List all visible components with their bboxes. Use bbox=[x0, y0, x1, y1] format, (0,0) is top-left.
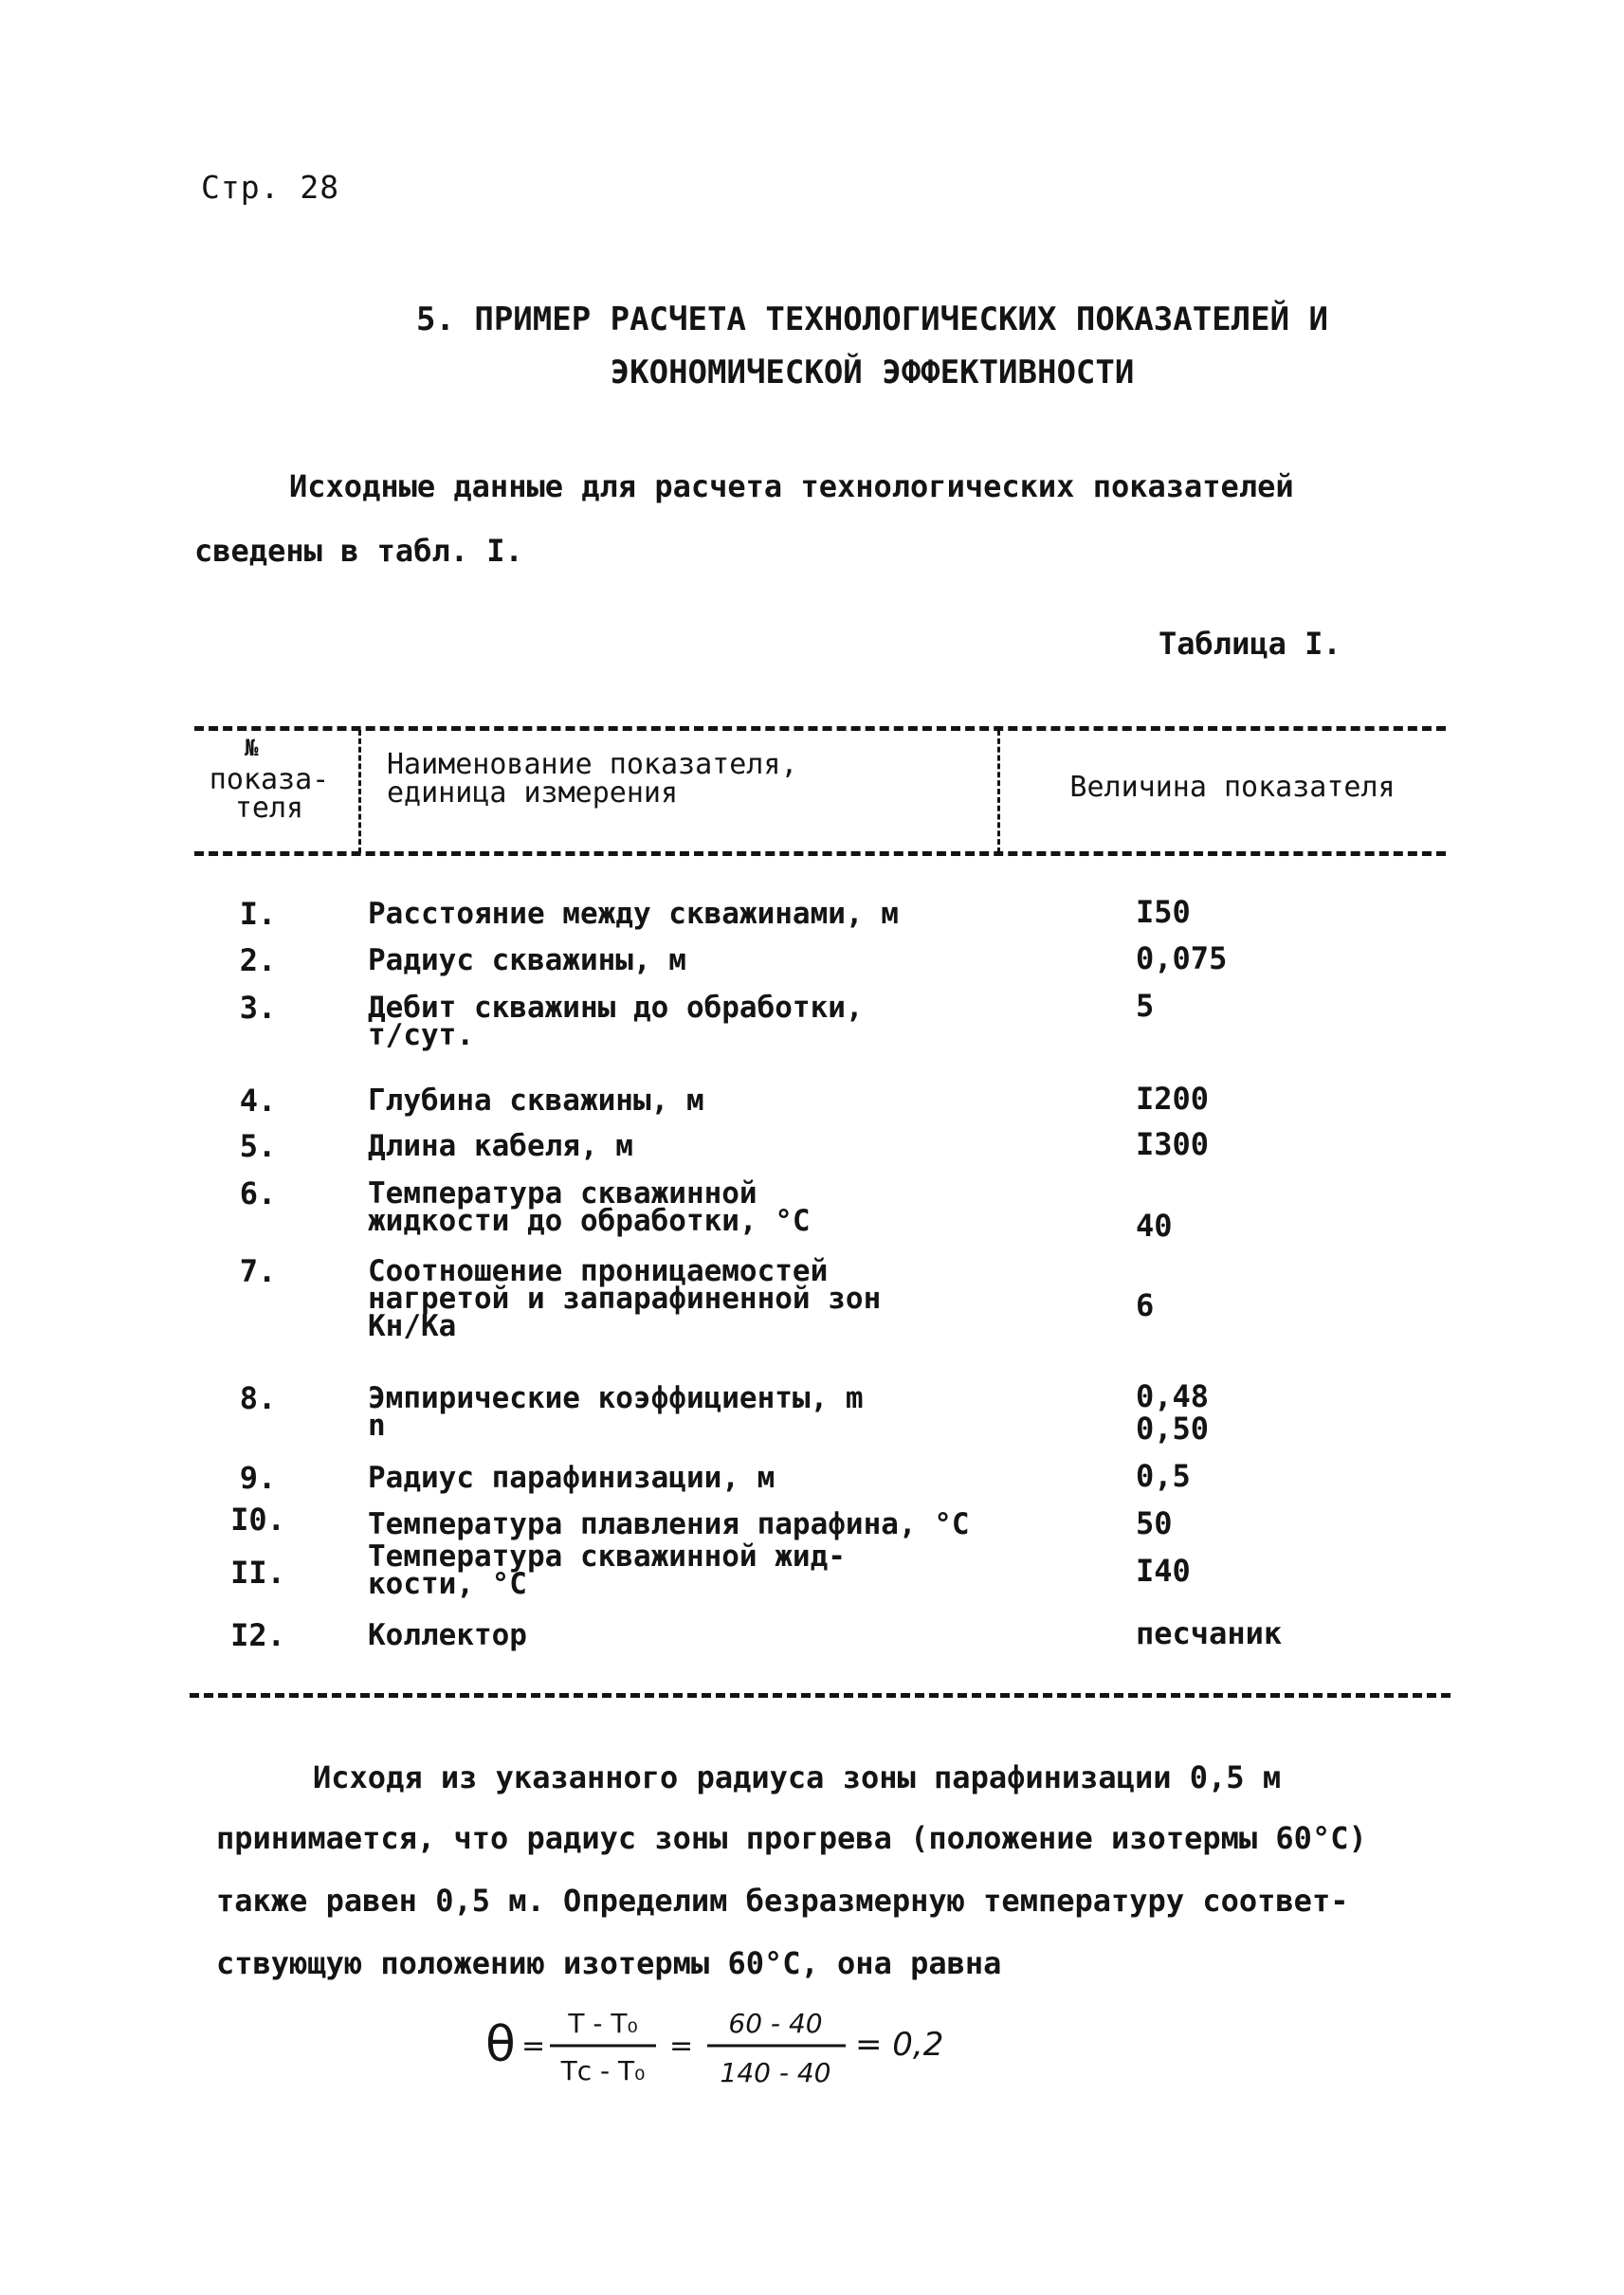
table-header-divider-1 bbox=[358, 730, 361, 853]
table-row-name: Соотношение проницаемостей нагретой и запарафиненной зон Kн/Kа bbox=[368, 1254, 882, 1343]
table-row-value: песчаник bbox=[1136, 1615, 1283, 1651]
table-row-number: 8. bbox=[239, 1380, 277, 1416]
intro-text-line-2: сведены в табл. I. bbox=[194, 533, 523, 569]
dimensionless-temperature-formula bbox=[482, 1998, 1013, 2093]
formula-theta: θ bbox=[485, 2016, 516, 2073]
formula-equals-2: = bbox=[669, 2030, 694, 2063]
table-row-name: Температура плавления парафина, °С bbox=[368, 1507, 970, 1541]
intro-text-line-1: Исходные данные для расчета технологических показателей bbox=[289, 468, 1294, 504]
table-top-rule bbox=[194, 726, 1446, 731]
body-text-line-1: Исходя из указанного радиуса зоны парафинизации 0,5 м bbox=[313, 1759, 1282, 1795]
table-row-name: Длина кабеля, м bbox=[368, 1129, 633, 1163]
table-row-value: 50 bbox=[1136, 1505, 1173, 1541]
table-row-name: Эмпирические коэффициенты, m n bbox=[368, 1381, 864, 1443]
table-row-number: 4. bbox=[239, 1083, 277, 1119]
table-row-number: 3. bbox=[239, 990, 277, 1026]
table-row-value: 40 bbox=[1136, 1208, 1173, 1244]
table-row-number: I0. bbox=[230, 1502, 285, 1538]
section-title-line-1: 5. ПРИМЕР РАСЧЕТА ТЕХНОЛОГИЧЕСКИХ ПОКАЗАТЕЛЕЙ И bbox=[415, 301, 1329, 338]
table-row-value: I40 bbox=[1136, 1553, 1191, 1589]
table-row-value: 5 bbox=[1136, 988, 1155, 1024]
table-row-number: 6. bbox=[239, 1175, 277, 1211]
body-text-line-4: ствующую положению изотермы 60°С, она равна bbox=[216, 1945, 1002, 1981]
header-number: показа- теля bbox=[209, 763, 330, 825]
header-number-sign: № bbox=[245, 735, 259, 761]
section-title-line-2: ЭКОНОМИЧЕСКОЙ ЭФФЕКТИВНОСТИ bbox=[610, 354, 1135, 392]
header-value: Величина показателя bbox=[1069, 771, 1396, 804]
table-row-name: Дебит скважины до обработки, т/сут. bbox=[368, 991, 864, 1052]
table-row-name: Расстояние между скважинами, м bbox=[368, 897, 899, 931]
table-row-value: I300 bbox=[1136, 1126, 1210, 1162]
formula-fraction-1-denominator: Tс - T₀ bbox=[560, 2055, 646, 2086]
table-row-number: I2. bbox=[230, 1617, 285, 1653]
page-number: Стр. 28 bbox=[201, 169, 340, 206]
header-name: Наименование показателя, единица измерения bbox=[387, 748, 798, 810]
table-header-bottom-rule bbox=[194, 851, 1446, 856]
table-row-value: 0,5 bbox=[1136, 1458, 1191, 1494]
table-row-number: 2. bbox=[239, 942, 277, 978]
body-text-line-3: также равен 0,5 м. Определим безразмерную температуру соответ- bbox=[216, 1883, 1349, 1919]
table-row-number: I. bbox=[239, 896, 277, 932]
formula-fraction-2-numerator: 60 - 40 bbox=[728, 2008, 823, 2039]
table-row-name: Радиус парафинизации, м bbox=[368, 1461, 776, 1495]
table-row-name: Температура скважинной жид- кости, °С bbox=[368, 1539, 846, 1601]
table-row-value: I200 bbox=[1136, 1081, 1210, 1117]
formula-fraction-2-denominator: 140 - 40 bbox=[720, 2057, 831, 2088]
table-row-name: Радиус скважины, м bbox=[368, 943, 686, 977]
table-row-number: II. bbox=[230, 1555, 285, 1591]
table-header-divider-2 bbox=[997, 730, 1000, 853]
table-row-value: I50 bbox=[1136, 894, 1191, 930]
formula-result: = 0,2 bbox=[855, 2026, 944, 2064]
table-row-name: Коллектор bbox=[368, 1618, 527, 1652]
body-text-line-2: принимается, что радиус зоны прогрева (положение изотермы 60°С) bbox=[216, 1820, 1367, 1856]
table-row-number: 9. bbox=[239, 1460, 277, 1496]
formula-equals-1: = bbox=[521, 2030, 546, 2063]
table-row-name: Глубина скважины, м bbox=[368, 1084, 704, 1118]
formula-fraction-1-numerator: T - T₀ bbox=[568, 2008, 638, 2039]
table-caption: Таблица I. bbox=[1159, 626, 1341, 662]
table-row-number: 7. bbox=[239, 1253, 277, 1289]
table-row-name: Температура скважинной жидкости до обработки, °С bbox=[368, 1176, 811, 1238]
table-row-value: 0,075 bbox=[1136, 940, 1228, 976]
table-bottom-rule bbox=[190, 1693, 1451, 1698]
table-row-value: 6 bbox=[1136, 1287, 1155, 1323]
table-row-value: 0,48 0,50 bbox=[1136, 1378, 1210, 1447]
table-row-number: 5. bbox=[239, 1128, 277, 1164]
